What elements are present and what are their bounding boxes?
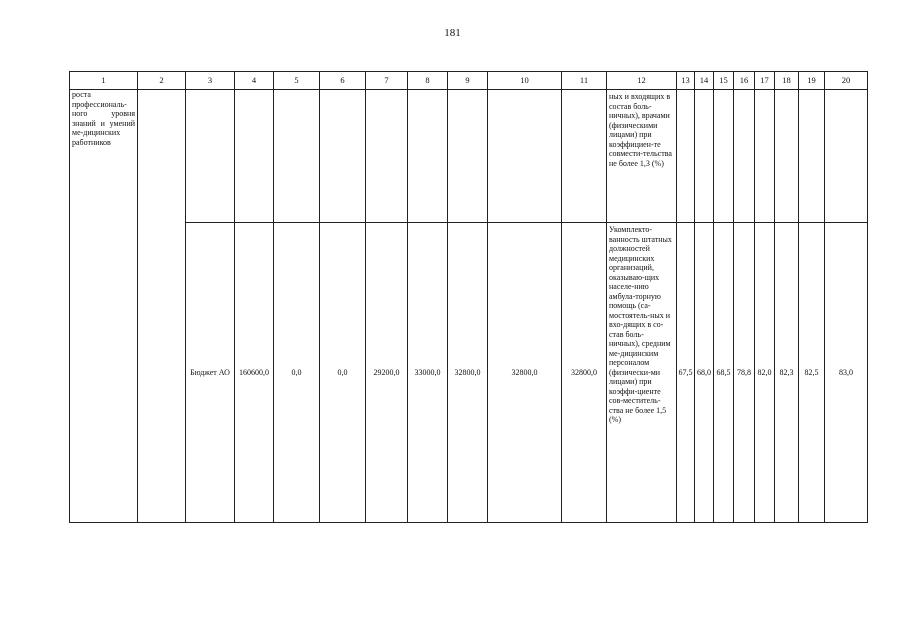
empty-cell — [320, 90, 366, 223]
empty-cell — [755, 90, 775, 223]
header-cell: 9 — [448, 72, 488, 90]
header-cell: 10 — [488, 72, 562, 90]
empty-cell — [775, 90, 799, 223]
empty-cell — [186, 90, 235, 223]
empty-cell — [825, 90, 868, 223]
table-row — [70, 90, 868, 223]
value-cell: 32800,0 — [448, 223, 488, 523]
header-cell: 14 — [695, 72, 714, 90]
header-cell: 15 — [714, 72, 734, 90]
empty-cell — [366, 90, 408, 223]
page-number: 181 — [444, 27, 461, 39]
header-row — [70, 72, 868, 90]
header-cell: 6 — [320, 72, 366, 90]
indicator-cell: ных и входящих в состав боль-ничных), врачами (физическими лицами) при коэффициен-те совмести-тельства не более 1,3 (%) — [607, 90, 677, 223]
header-cell: 5 — [274, 72, 320, 90]
empty-cell — [799, 90, 825, 223]
data-table — [69, 71, 868, 523]
value-cell: 83,0 — [825, 223, 868, 523]
header-cell: 1 — [70, 72, 138, 90]
empty-cell — [235, 90, 274, 223]
empty-cell — [408, 90, 448, 223]
empty-cell — [448, 90, 488, 223]
header-cell: 17 — [755, 72, 775, 90]
header-cell: 8 — [408, 72, 448, 90]
value-cell: 82,3 — [775, 223, 799, 523]
value-cell: 82,5 — [799, 223, 825, 523]
value-cell: 29200,0 — [366, 223, 408, 523]
empty-cell — [695, 90, 714, 223]
header-cell: 7 — [366, 72, 408, 90]
header-cell: 19 — [799, 72, 825, 90]
empty-cell — [274, 90, 320, 223]
value-cell: 67,5 — [677, 223, 695, 523]
value-cell: 78,8 — [734, 223, 755, 523]
funding-source-cell: Бюджет АО — [186, 223, 235, 523]
header-cell: 18 — [775, 72, 799, 90]
task-description-cell: роста профессиональ-ного уровня знаний и умений ме-дицинских работников — [70, 90, 138, 523]
value-cell: 68,5 — [714, 223, 734, 523]
header-cell: 20 — [825, 72, 868, 90]
empty-cell — [488, 90, 562, 223]
value-cell: 32800,0 — [488, 223, 562, 523]
empty-cell — [677, 90, 695, 223]
value-cell: 68,0 — [695, 223, 714, 523]
value-cell: 0,0 — [274, 223, 320, 523]
header-cell: 3 — [186, 72, 235, 90]
header-cell: 11 — [562, 72, 607, 90]
empty-cell — [734, 90, 755, 223]
header-cell: 16 — [734, 72, 755, 90]
header-cell: 12 — [607, 72, 677, 90]
empty-cell — [562, 90, 607, 223]
header-cell: 2 — [138, 72, 186, 90]
value-cell: 160600,0 — [235, 223, 274, 523]
value-cell: 82,0 — [755, 223, 775, 523]
value-cell: 33000,0 — [408, 223, 448, 523]
header-cell: 4 — [235, 72, 274, 90]
value-cell: 0,0 — [320, 223, 366, 523]
table-row — [70, 223, 868, 523]
empty-cell — [138, 90, 186, 523]
empty-cell — [714, 90, 734, 223]
indicator-cell: Укомплекто-ванность штатных должностей медицинских организаций, оказываю-щих населе-нию амбула-торную помощь (са-мостоятель-ных и вхо-дящих в со-став боль-ничных), средним ме-дицинским персоналом (физически-ми лицами) при коэффи-циенте сов-меститель-ства не более 1,5 (%) — [607, 223, 677, 523]
header-cell: 13 — [677, 72, 695, 90]
value-cell: 32800,0 — [562, 223, 607, 523]
